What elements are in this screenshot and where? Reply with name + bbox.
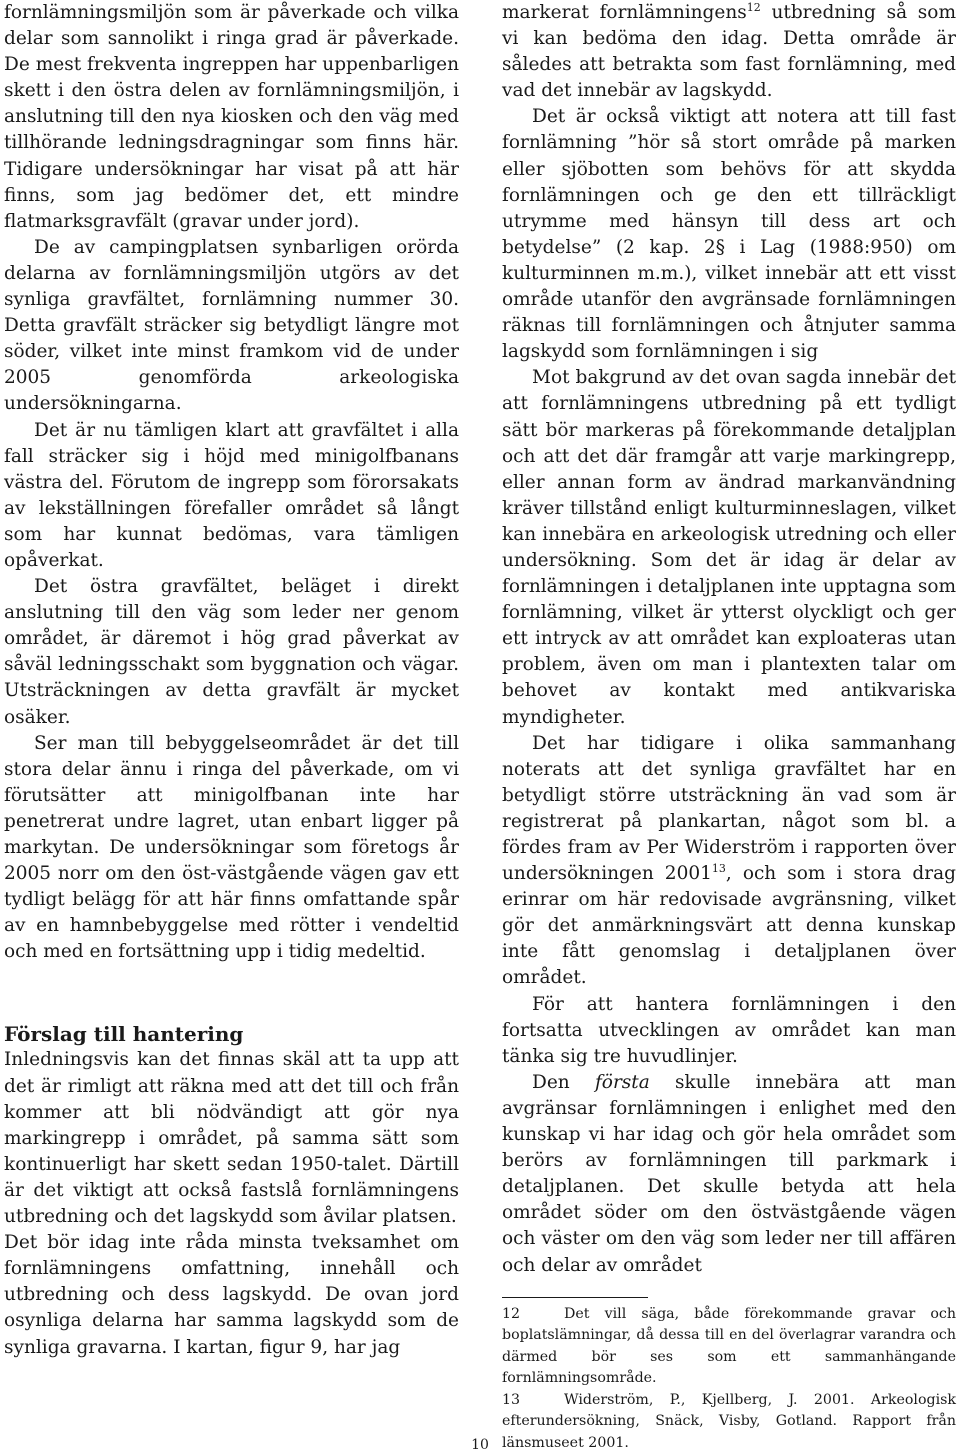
left-column xyxy=(4,0,459,1361)
body-paragraph: Det är nu tämligen klart att gravfältet i alla fall sträcker sig i höjd med minigolfbanans västra del. Förutom de ingrepp som förorsakats av lekställningen förefaller området så långt som har kunnat bedömas, vara tämligen opåverkat. xyxy=(4,419,459,571)
paragraph-text: Den xyxy=(532,1071,595,1093)
body-paragraph: Ser man till bebyggelseområdet är det till stora delar ännu i ringa del påverkade, om vi förutsätter att minigolfbanan inte har penetrerat undre lagret, utan enbart ligger på markytan. De undersökningar som företogs år 2005 norr om den öst-västgående vägen gav ett tydligt belägg för att här finns omfattande spår av en hamnbebyggelse med rötter i vendeltid och med en fortsättning upp i tidig medeltid. xyxy=(4,732,459,963)
section-spacer xyxy=(4,965,459,1007)
paragraph-text: utbredning så som vi kan bedöma den idag. Detta område är således att betrakta som fast fornlämning, med vad det innebär av lagskydd. xyxy=(502,2,956,102)
paragraph-text: Det har tidigare i olika sammanhang noterats att det synliga gravfältet har en betydligt större utsträckning än vad som är registrerat på plankartan, något som bl. a fördes fram av Per Widerström i rapporten över undersökningen 2001 xyxy=(502,732,956,885)
body-paragraph: Det bör idag inte råda minsta tveksamhet om fornlämningens omfattning, innehåll och utbredning och dess lagskydd. De ovan jord osynliga delarna har samma lagskydd som de synliga gravarna. I kartan, figur 9, har jag xyxy=(4,1232,459,1358)
section-heading: Förslag till hantering xyxy=(4,1022,244,1047)
paragraph-text: markerat fornlämningens xyxy=(502,2,747,23)
footnote-text: Widerström, P., Kjellberg, J. 2001. Arkeologisk efterundersökning, Snäck, Visby, Gotland. Rapport från länsmuseet 2001. xyxy=(502,1391,956,1451)
footnote-text: Det vill säga, både förekommande gravar och boplatslämningar, då dessa till en del överlagrar varandra och därmed bör ses som ett sammanhängande fornlämningsområde. xyxy=(502,1305,956,1387)
paragraph-text: skulle innebära att man avgränsar fornlämningen i enlighet med den kunskap vi har idag och gör hela området som berörs av fornlämningen till parkmark i detaljplanen. Det skulle betyda att hela området söder om den östvästgående vägen och väster om den väg som leder ner till affären och delar av området xyxy=(502,1071,956,1276)
emphasis-text: första xyxy=(594,1071,650,1093)
body-paragraph: Det är också viktigt att notera att till fast fornlämning ”hör så stort område på marken eller sjöbotten som behövs för att skydda fornlämningen och ge den ett tillräckligt utrymme med hänsyn till dess art och betydelse” (2 kap. 2§ i Lag (1988:950) om kulturminnen m.m.), vilket innebär att ett visst område utanför den avgränsade fornlämningen räknas till fornlämningen och åtnjuter samma lagskydd som fornlämningen i sig xyxy=(502,106,956,363)
paragraph-text: , och som i stora drag erinrar om här redovisade avgränsning, vilket gör det anmärkningsvärt att denna kunskap inte fått genomslag i detaljplanen över området. xyxy=(502,863,956,989)
footnote-number: 12 xyxy=(502,1305,521,1322)
body-paragraph: fornlämningsmiljön som är påverkade och vilka delar som sannolikt i ringa grad är påverkade. De mest frekventa ingreppen har uppenbarligen skett i den östra delen av fornlämningsmiljön, i anslutning till den nya kiosken och den väg med tillhörande ledningsdragningar som finns här. Tidigare undersökningar har visat på att här finns, som jag bedömer det, ett mindre flatmarksgravfält (gravar under jord). xyxy=(4,2,459,232)
body-paragraph: De av campingplatsen synbarligen orörda delarna av fornlämningsmiljön utgörs av det synliga gravfältet, fornlämning nummer 30. Detta gravfält sträcker sig betydligt längre mot söder, vilket inte minst framkom vid de under 2005 genomförda arkeologiska undersökningarna. xyxy=(4,236,459,415)
right-column xyxy=(502,0,956,1454)
page-number: 10 xyxy=(471,1437,489,1453)
body-paragraph: Det östra gravfältet, beläget i direkt anslutning till den väg som leder ner genom området, är däremot i hög grad påverkat av såväl ledningsschakt som byggnation och vägar. Utsträckningen av detta gravfält är mycket osäker. xyxy=(4,576,459,728)
body-paragraph xyxy=(502,731,956,992)
body-paragraph: Mot bakgrund av det ovan sagda innebär det att fornlämningens utbredning på ett tydligt sätt bör markeras på förekommande detaljplan och att det där framgår att varje markingrepp, eller annan form av ändrad markanvändning kräver tillstånd enligt kulturminneslagen, vilket kan innebära en arkeologisk utredning och eller undersökning. Som det är idag är delar av fornlämningen i detaljplanen inte upptagna som fornlämning, vilket är ytterst olyckligt och ger ett intryck av att området kan exploateras utan problem, även om man i plantexten talar om behovet av kontakt med antikvariska myndigheter. xyxy=(502,367,956,728)
footnote-ref[interactable]: 13 xyxy=(711,862,726,876)
footnote-number: 13 xyxy=(502,1391,521,1408)
footnote xyxy=(502,1304,956,1390)
footnote-divider xyxy=(502,1297,648,1298)
body-paragraph xyxy=(502,1070,956,1279)
body-paragraph: Inledningsvis kan det finnas skäl att ta upp att det är rimligt att räkna med att det till och från kommer att bli nödvändigt att gör nya markingrepp i området, på samma sätt som kontinuerligt har skett sedan 1950-talet. Därtill är det viktigt att också fastslå fornlämningens utbredning och det lagskydd som åvilar platsen. xyxy=(4,1049,459,1228)
footnote-ref[interactable]: 12 xyxy=(746,1,761,14)
body-paragraph xyxy=(502,0,956,104)
footnotes xyxy=(502,1304,956,1455)
body-paragraph: För att hantera fornlämningen i den fortsatta utvecklingen av området kan man tänka sig tre huvudlinjer. xyxy=(502,993,956,1067)
